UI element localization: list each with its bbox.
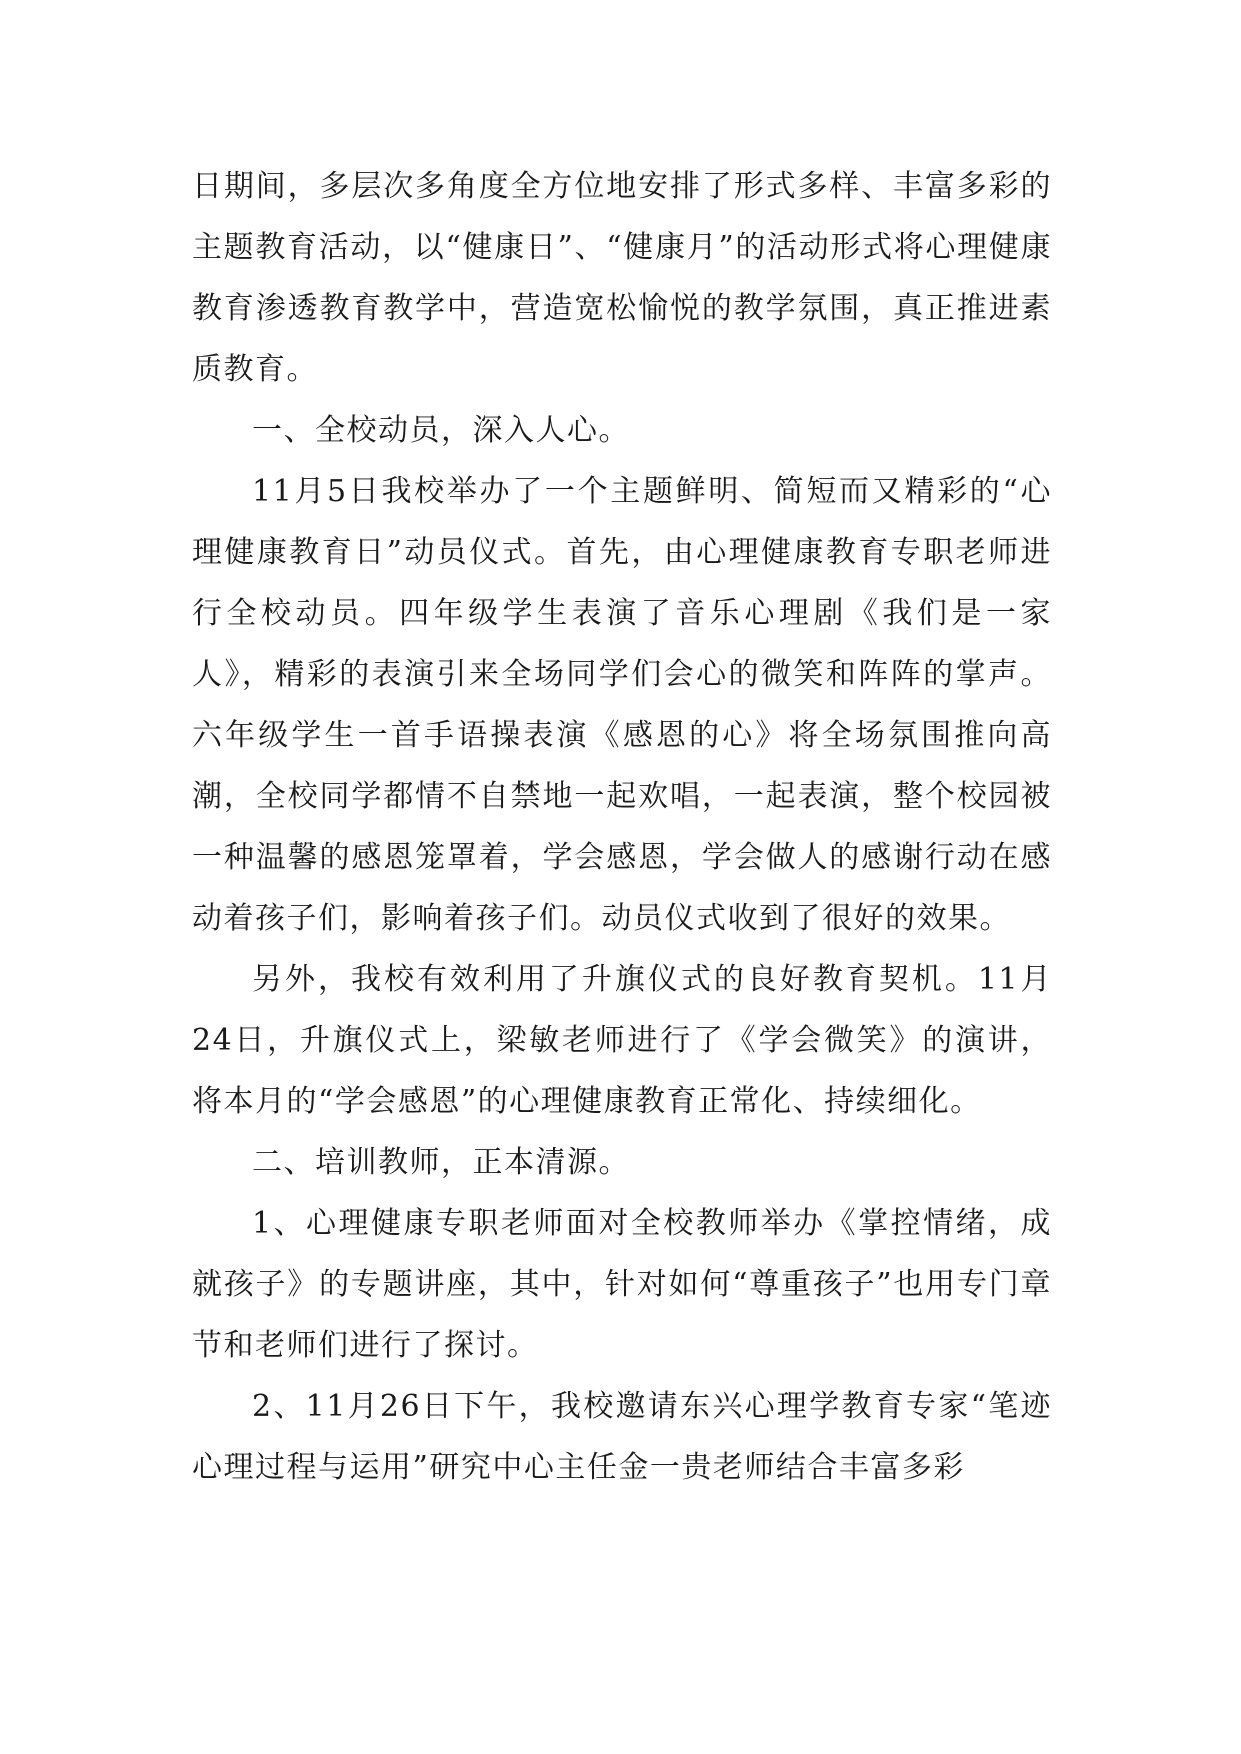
paragraph-teacher-training-1: 1、心理健康专职老师面对全校教师举办《掌控情绪，成就孩子》的专题讲座，其中，针对如何“尊重孩子”也用专门章节和老师们进行了探讨。 xyxy=(192,1206,1052,1363)
paragraph-flag-ceremony: 另外，我校有效利用了升旗仪式的良好教育契机。11月24日，升旗仪式上，梁敏老师进行了《学会微笑》的演讲，将本月的“学会感恩”的心理健康教育正常化、持续细化。 xyxy=(192,962,1052,1119)
section-heading-1: 一、全校动员，深入人心。 xyxy=(252,413,630,448)
paragraph-mobilization-ceremony: 11月5日我校举办了一个主题鲜明、简短而又精彩的“心理健康教育日”动员仪式。首先，由心理健康教育专职老师进行全校动员。四年级学生表演了音乐心理剧《我们是一家人》，精彩的表演引来全场同学们会心的微笑和阵阵的掌声。六年级学生一首手语操表演《感恩的心》将全场氛围推向高潮，全校同学都情不自禁地一起欢唱，一起表演，整个校园被一种温馨的感恩笼罩着，学会感恩，学会做人的感谢行动在感动着孩子们，影响着孩子们。动员仪式收到了很好的效果。 xyxy=(192,474,1052,936)
paragraph-intro-continuation: 日期间，多层次多角度全方位地安排了形式多样、丰富多彩的主题教育活动，以“健康日”、“健康月”的活动形式将心理健康教育渗透教育教学中，营造宽松愉悦的教学氛围，真正推进素质教育。 xyxy=(192,169,1052,387)
paragraph-teacher-training-2: 2、11月26日下午，我校邀请东兴心理学教育专家“笔迹心理过程与运用”研究中心主任金一贵老师结合丰富多彩 xyxy=(192,1389,1052,1485)
document-body xyxy=(192,156,1052,1498)
section-heading-2: 二、培训教师，正本清源。 xyxy=(252,1145,630,1180)
